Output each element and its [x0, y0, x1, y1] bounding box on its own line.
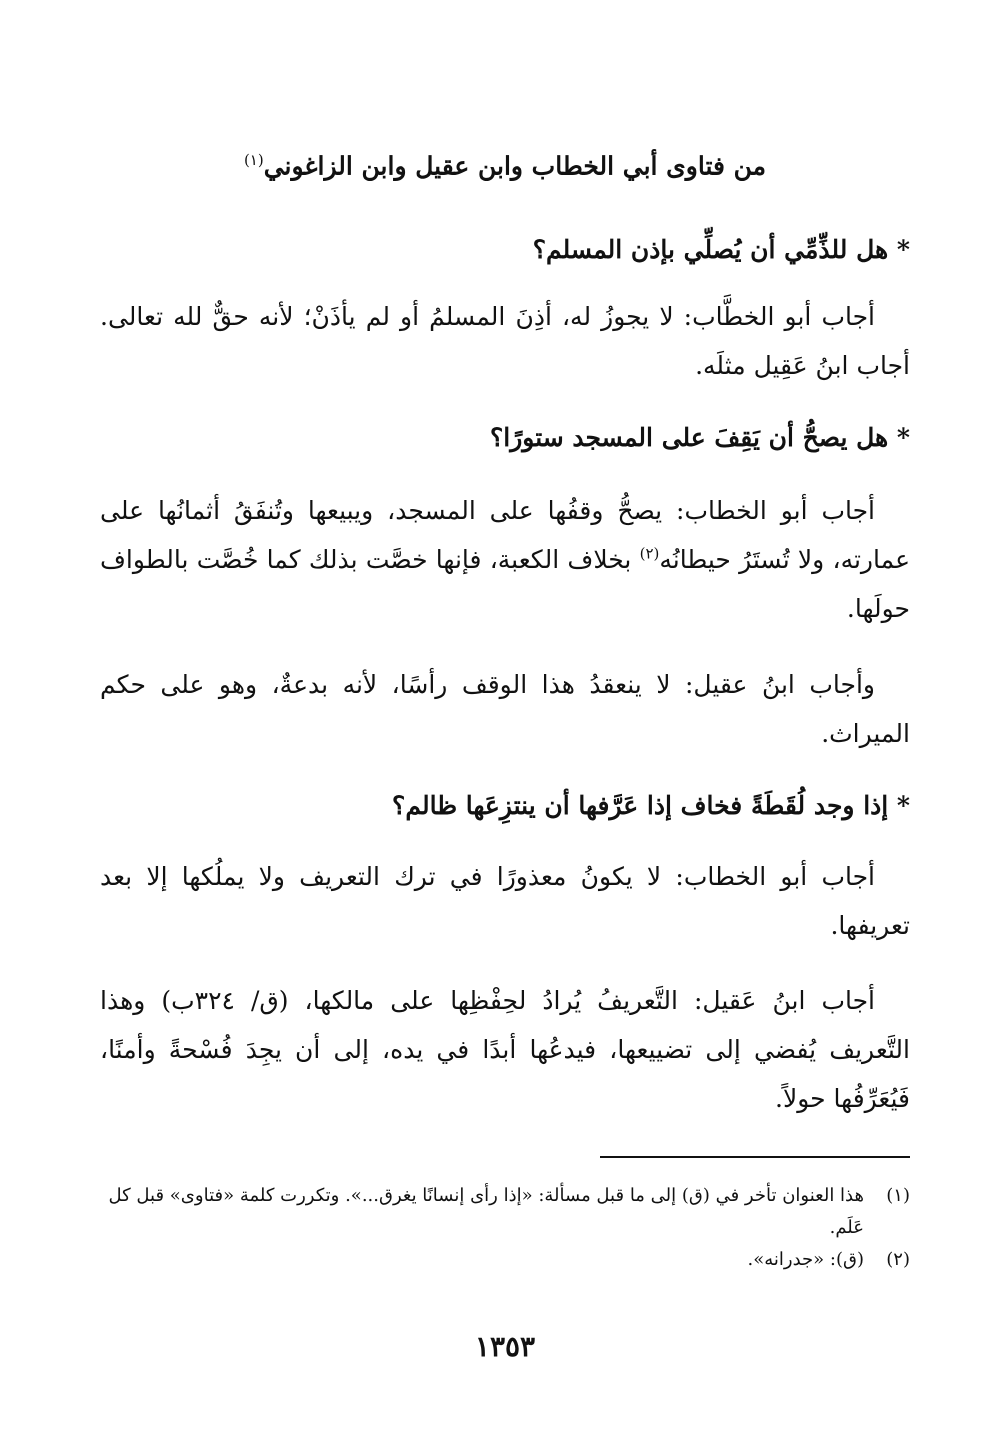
answer-2-1-text-before: أجاب أبو الخطاب: يصحُّ وقفُها على المسجد، ويبيعها وتُنفَقُ أثمانُها على عمارته، ولا تُستَرُ حيطانُه — [100, 496, 910, 574]
footnote-1 — [100, 1180, 910, 1244]
answer-2-2: وأجاب ابنُ عقيل: لا ينعقدُ هذا الوقف رأسًا، لأنه بدعةٌ، وهو على حكم الميراث. — [100, 670, 910, 748]
footnote-divider — [600, 1156, 910, 1158]
page-title — [100, 140, 910, 186]
question-1: * هل للذِّمِّي أن يُصلِّي بإذن المسلم؟ — [532, 235, 910, 264]
question-3: * إذا وجد لُقَطَةً فخاف إذا عَرَّفها أن ينتزِعَها ظالم؟ — [392, 791, 910, 820]
title-text: من فتاوى أبي الخطاب وابن عقيل وابن الزاغوني — [263, 151, 767, 181]
title-footnote-mark: (١) — [243, 151, 264, 169]
answer-1-1: أجاب أبو الخطَّاب: لا يجوزُ له، أذِنَ المسلمُ أو لم يأذَنْ؛ لأنه حقٌّ لله تعالى. أجاب ابنُ عَقِيل مثلَه. — [100, 302, 910, 380]
document-page — [100, 0, 910, 1451]
footnote-1-number: (١) — [886, 1185, 910, 1206]
answer-3-2: أجاب ابنُ عَقيل: التَّعريفُ يُرادُ لحِفْظِها على مالكها، (ق/ ٣٢٤ب) وهذا التَّعريف يُفضي إلى تضييعها، فيدعُها أبدًا في يده، إلى أن يجِدَ فُسْحةً وأمنًا، فَيُعَرِّفُها حولاً. — [100, 986, 910, 1113]
answer-2-1 — [100, 486, 910, 633]
answer-3-1: أجاب أبو الخطاب: لا يكونُ معذورًا في ترك التعريف ولا يملُكها إلا بعد تعريفها. — [100, 862, 910, 940]
footnote-2-text: (ق): «جدرانه». — [747, 1249, 864, 1270]
page-number: ١٣٥٣ — [474, 1330, 536, 1363]
question-2: * هل يصحُّ أن يَقِفَ على المسجد ستورًا؟ — [490, 423, 910, 452]
answer-2-1-text-after: بخلاف الكعبة، فإنها خصَّت بذلك كما خُصَّت بالطواف حولَها. — [100, 545, 910, 623]
footnotes — [100, 1180, 910, 1276]
footnote-1-text: هذا العنوان تأخر في (ق) إلى ما قبل مسألة: «إذا رأى إنسانًا يغرق...». وتكررت كلمة «فتاوى» قبل كل عَلَم. — [108, 1185, 864, 1238]
footnote-2-number: (٢) — [886, 1249, 910, 1270]
footnote-ref-2: (٢) — [639, 544, 660, 563]
footnote-2 — [100, 1244, 910, 1276]
